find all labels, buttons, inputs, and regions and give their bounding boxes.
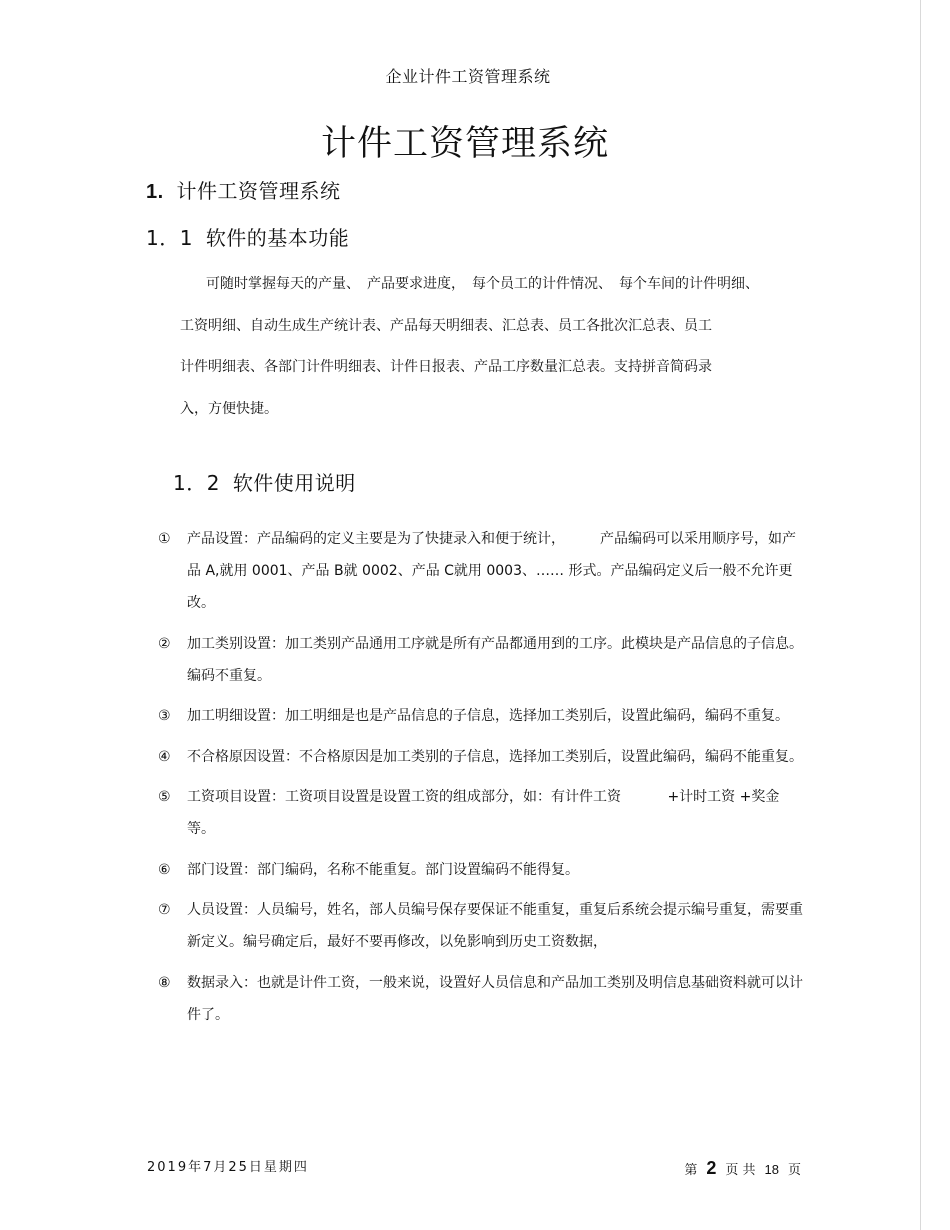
current-page-number: 2 xyxy=(706,1158,717,1178)
page-edge-divider xyxy=(920,0,921,1230)
section-title: 软件的基本功能 xyxy=(205,226,350,250)
total-pages: 18 xyxy=(764,1162,779,1177)
section-heading-1-2 xyxy=(173,467,356,496)
list-item-text: 部门设置：部门编码，名称不能重复。部门设置编码不能得复。 xyxy=(187,861,579,878)
list-marker: ① xyxy=(158,531,171,547)
list-marker: ⑤ xyxy=(158,789,171,805)
section-heading-1 xyxy=(146,175,341,204)
section-number: 1．1 xyxy=(146,226,193,250)
list-item xyxy=(158,523,818,619)
list-item-text: 不合格原因设置：不合格原因是加工类别的子信息，选择加工类别后，设置此编码，编码不能重复。 xyxy=(187,748,803,765)
section-title: 软件使用说明 xyxy=(232,471,356,495)
footer-page-number xyxy=(681,1158,804,1179)
list-item xyxy=(158,894,818,958)
section-number: 1．2 xyxy=(173,471,220,495)
list-item-text: 工资项目设置：工资项目设置是设置工资的组成部分，如：有计件工资 +计时工资 +奖金等。 xyxy=(187,789,780,837)
list-marker: ④ xyxy=(158,748,171,765)
list-item-text: 产品设置：产品编码的定义主要是为了快捷录入和便于统计， 产品编码可以采用顺序号，如产品 A,就用 0001、产品 B就 0002、产品 C就用 0003、…… 形式。产品编码定义后一般不允许更改。 xyxy=(187,531,796,611)
running-header: 企业计件工资管理系统 xyxy=(385,67,551,86)
list-item-text: 加工明细设置：加工明细是也是产品信息的子信息，选择加工类别后，设置此编码，编码不重复。 xyxy=(187,708,789,724)
page-prefix: 第 xyxy=(684,1163,698,1178)
list-item-text: 人员设置：人员编号，姓名，部人员编号保存要保证不能重复，重复后系统会提示编号重复，需要重新定义。编号确定后，最好不要再修改，以免影响到历史工资数据， xyxy=(187,902,803,950)
section-title: 计件工资管理系统 xyxy=(176,179,341,203)
footer-date: 2019年7月25日星期四 xyxy=(147,1160,309,1175)
usage-instructions-list xyxy=(158,523,818,1039)
list-marker: ⑥ xyxy=(158,861,171,878)
list-item xyxy=(158,967,818,1031)
list-item xyxy=(158,854,818,886)
list-item xyxy=(158,700,818,732)
section-heading-1-1 xyxy=(146,222,349,251)
list-marker: ② xyxy=(158,635,171,652)
basic-functions-paragraph xyxy=(180,273,800,439)
list-marker: ⑧ xyxy=(158,974,171,991)
list-item-text: 加工类别设置：加工类别产品通用工序就是所有产品都通用到的工序。此模块是产品信息的子信息。编码不重复。 xyxy=(187,635,803,684)
document-title: 计件工资管理系统 xyxy=(320,124,609,164)
page-suffix: 页 xyxy=(787,1163,801,1178)
list-item xyxy=(158,628,818,692)
section-number: 1. xyxy=(146,181,164,203)
page-middle-text: 页 共 xyxy=(725,1163,756,1178)
paragraph-line: 可随时掌握每天的产量、 产品要求进度， 每个员工的计件情况、 每个车间的计件明细、 xyxy=(206,276,759,292)
list-marker: ③ xyxy=(158,708,171,724)
list-item xyxy=(158,781,818,845)
paragraph-line: 入，方便快捷。 xyxy=(180,400,278,417)
list-item xyxy=(158,741,818,773)
paragraph-line: 计件明细表、各部门计件明细表、计件日报表、产品工序数量汇总表。支持拼音简码录 xyxy=(180,359,712,375)
paragraph-line: 工资明细、自动生成生产统计表、产品每天明细表、汇总表、员工各批次汇总表、员工 xyxy=(180,317,712,334)
list-marker: ⑦ xyxy=(158,902,171,918)
list-item-text: 数据录入：也就是计件工资，一般来说，设置好人员信息和产品加工类别及明信息基础资料就可以计件了。 xyxy=(187,974,803,1023)
